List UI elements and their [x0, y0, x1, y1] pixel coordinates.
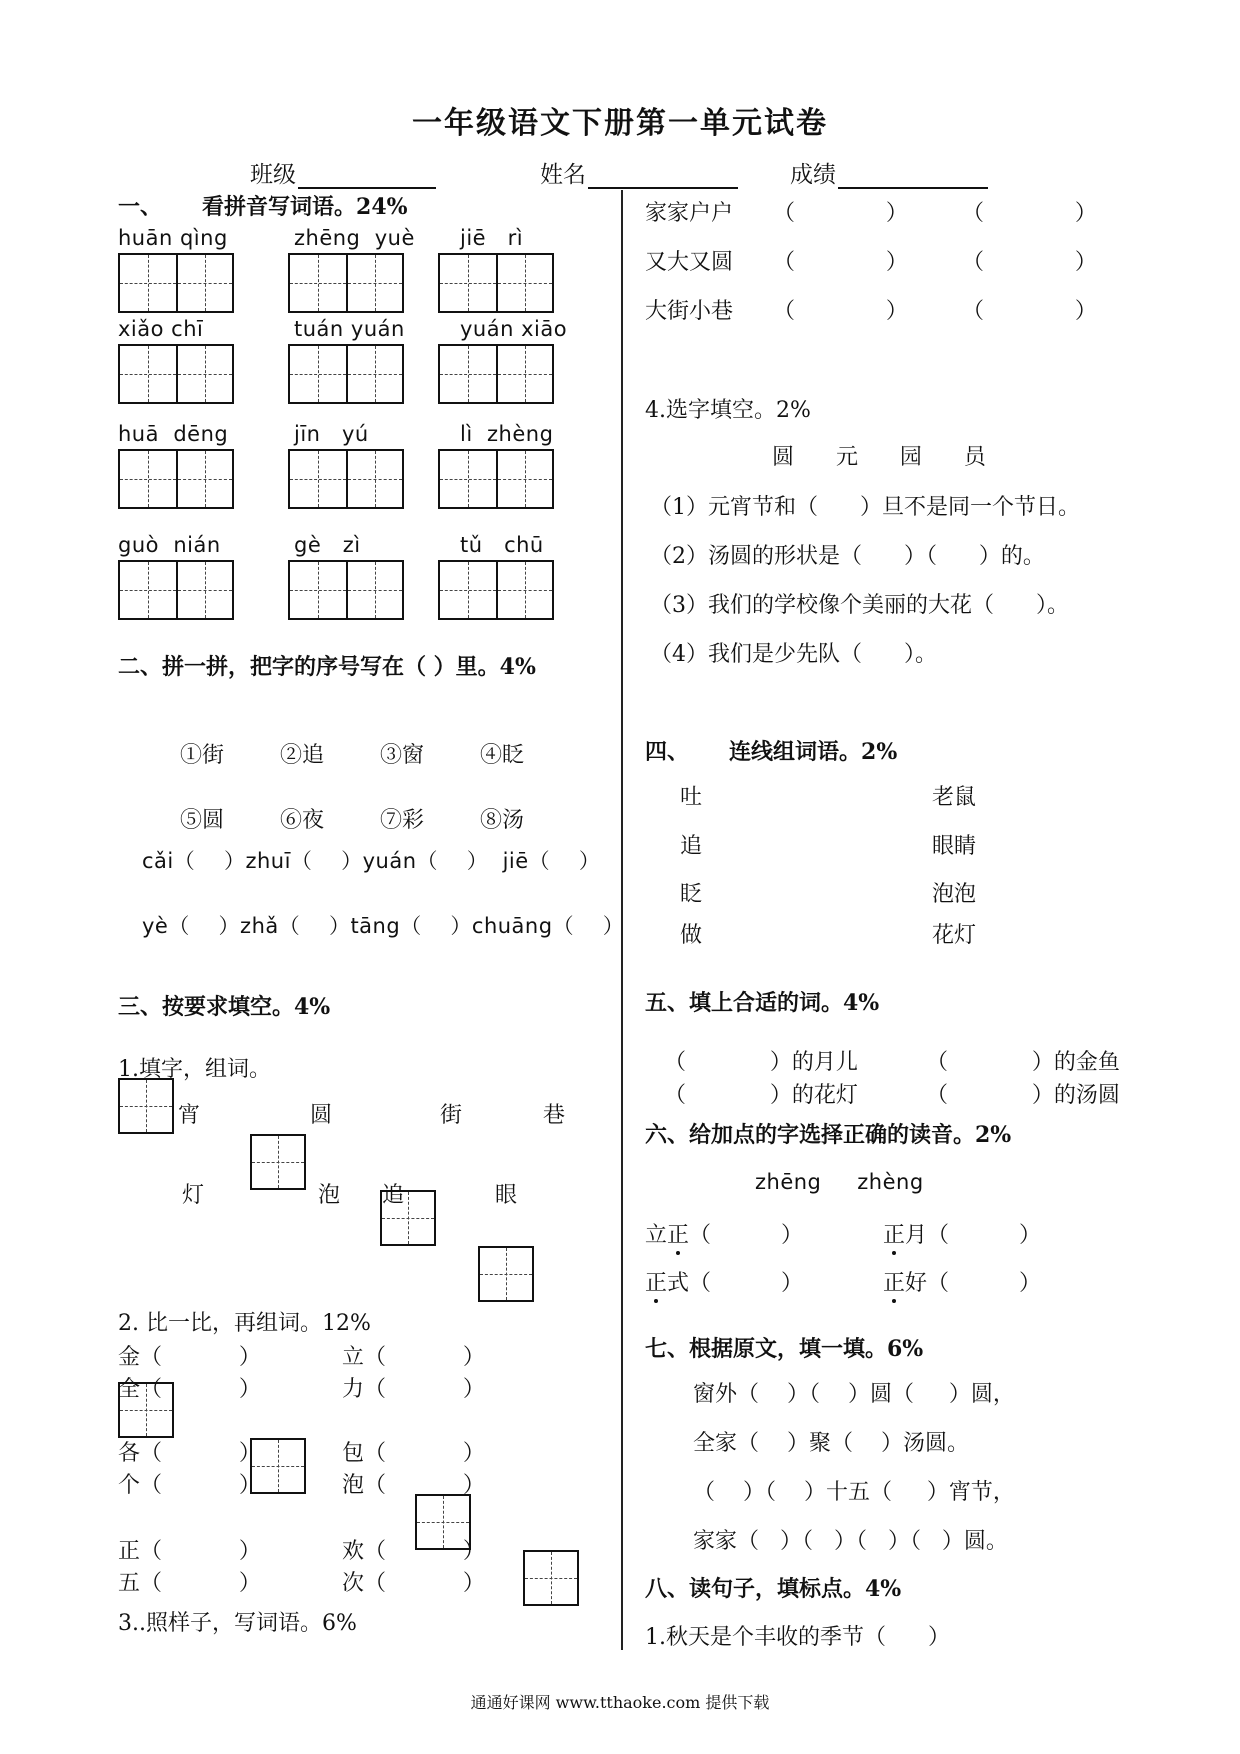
fill-item[interactable]: （2）汤圆的形状是（ ）（ ）的。 — [650, 544, 1045, 569]
pinyin-label: zhēng yuè — [294, 226, 415, 250]
char-options-row-2 — [166, 778, 580, 834]
section-1-title: 看拼音写词语。24% — [202, 194, 408, 220]
pinyin-fill-row-2[interactable]: yè（ ）zhǎ（ ）tāng（ ）chuāng（ ） — [142, 914, 625, 938]
example-word: 大街小巷 — [645, 299, 734, 324]
compare-fill[interactable]: 力（ ） — [342, 1377, 485, 1402]
pinyin-label: guò nián — [118, 533, 221, 557]
char-writing-grid[interactable] — [438, 560, 554, 620]
grid-cell[interactable] — [120, 346, 176, 402]
grid-cell[interactable] — [120, 255, 176, 311]
answer-blank[interactable]: 好（ ） — [905, 1271, 1041, 1296]
pinyin-options: zhēng zhèng — [755, 1170, 924, 1194]
grid-cell[interactable] — [440, 562, 496, 618]
pinyin-label: xiǎo chī — [118, 317, 204, 341]
given-char: 眼 — [495, 1183, 518, 1208]
section-4-title: 连线组词语。2% — [729, 739, 898, 765]
adj-fill[interactable]: （ ）的汤圆 — [926, 1083, 1120, 1108]
char-writing-grid[interactable] — [288, 253, 404, 313]
adj-fill[interactable]: （ ）的花灯 — [664, 1083, 858, 1108]
answer-blank[interactable]: （ ） — [773, 299, 908, 324]
reading-item[interactable] — [883, 1266, 1041, 1297]
fill-item[interactable]: （1）元宵节和（ ）旦不是同一个节日。 — [650, 495, 1080, 520]
section-8-heading: 八、读句子，填标点。4% — [645, 1576, 902, 1602]
name-field[interactable] — [540, 156, 738, 189]
given-char: 追 — [382, 1183, 405, 1208]
footer-credit: 通通好课网 www.tthaoke.com 提供下载 — [470, 1693, 770, 1712]
poem-fill-line[interactable]: 全家（ ）聚（ ）汤圆。 — [693, 1431, 969, 1456]
compare-fill[interactable]: 次（ ） — [342, 1571, 485, 1596]
section-6-heading: 六、给加点的字选择正确的读音。2% — [645, 1122, 1012, 1148]
given-char: 灯 — [182, 1183, 205, 1208]
char-write-box[interactable] — [478, 1246, 534, 1302]
grid-cell[interactable] — [346, 255, 402, 311]
punctuation-item[interactable]: 1.秋天是个丰收的季节（ ） — [645, 1625, 950, 1650]
score-blank[interactable] — [838, 163, 988, 189]
char-writing-grid[interactable] — [288, 560, 404, 620]
class-field[interactable] — [250, 156, 436, 189]
dotted-char: 正 — [883, 1271, 906, 1296]
char-writing-grid[interactable] — [118, 253, 234, 313]
char-option: ⑧汤 — [480, 808, 525, 833]
given-char: 巷 — [543, 1103, 566, 1128]
adj-fill[interactable]: （ ）的金鱼 — [926, 1050, 1120, 1075]
fill-item[interactable]: （4）我们是少先队（ ）。 — [650, 642, 937, 667]
grid-cell[interactable] — [176, 346, 232, 402]
match-right-item[interactable]: 老鼠 — [932, 785, 977, 810]
char-writing-grid[interactable] — [288, 344, 404, 404]
answer-blank[interactable]: 式（ ） — [667, 1271, 803, 1296]
section-2-heading: 二、拼一拼，把字的序号写在（ ）里。4% — [118, 654, 536, 680]
score-label: 成绩 — [790, 162, 836, 188]
given-char: 圆 — [310, 1103, 333, 1128]
grid-cell[interactable] — [440, 451, 496, 507]
char-option: ⑥夜 — [280, 808, 325, 833]
pinyin-label: lì zhèng — [460, 422, 554, 446]
pinyin-label: huā dēng — [118, 422, 229, 446]
reading-item[interactable] — [645, 1218, 803, 1249]
given-char: 泡 — [318, 1183, 341, 1208]
pinyin-label: gè zì — [294, 533, 361, 557]
match-right-item[interactable]: 眼睛 — [932, 834, 977, 859]
grid-cell[interactable] — [290, 255, 346, 311]
compare-fill[interactable]: 各（ ） — [118, 1441, 261, 1466]
char-option: ④眨 — [480, 743, 525, 768]
answer-blank[interactable]: （ ） — [773, 250, 908, 275]
grid-cell[interactable] — [176, 255, 232, 311]
dotted-char: 正 — [645, 1271, 668, 1296]
match-right-item[interactable]: 泡泡 — [932, 882, 977, 907]
char-write-box[interactable] — [118, 1078, 174, 1134]
compare-fill[interactable]: 个（ ） — [118, 1473, 261, 1498]
section-4-heading — [645, 735, 897, 766]
grid-cell[interactable] — [496, 562, 552, 618]
grid-cell[interactable] — [346, 451, 402, 507]
char-writing-grid[interactable] — [438, 344, 554, 404]
char-option: ②追 — [280, 743, 325, 768]
grid-cell[interactable] — [120, 451, 176, 507]
name-label: 姓名 — [540, 162, 586, 188]
match-left-item[interactable]: 追 — [680, 834, 703, 859]
compare-fill[interactable]: 泡（ ） — [342, 1473, 485, 1498]
answer-blank[interactable]: （ ） — [962, 299, 1097, 324]
compare-fill[interactable]: 五（ ） — [118, 1571, 261, 1596]
class-label: 班级 — [250, 162, 296, 188]
class-blank[interactable] — [298, 163, 436, 189]
grid-cell[interactable] — [346, 562, 402, 618]
grid-cell[interactable] — [440, 255, 496, 311]
section-1-heading — [118, 190, 408, 221]
grid-cell[interactable] — [346, 346, 402, 402]
pinyin-label: jiē rì — [460, 226, 524, 250]
pinyin-fill-row-1[interactable]: cǎi（ ）zhuī（ ）yuán（ ） jiē（ ） — [142, 849, 601, 873]
match-right-item[interactable]: 花灯 — [932, 923, 977, 948]
grid-cell[interactable] — [496, 346, 552, 402]
answer-blank[interactable]: （ ） — [689, 1223, 803, 1248]
section-4-number: 四、 — [645, 739, 690, 765]
dotted-char: 正 — [883, 1223, 906, 1248]
char-option: ①街 — [180, 743, 225, 768]
grid-cell[interactable] — [290, 451, 346, 507]
pinyin-label: tuán yuán — [294, 317, 405, 341]
match-left-item[interactable]: 吐 — [680, 785, 703, 810]
reading-item[interactable] — [645, 1266, 803, 1297]
pinyin-label: huān qìng — [118, 226, 228, 250]
compare-fill[interactable]: 全（ ） — [118, 1377, 261, 1402]
score-field[interactable] — [790, 156, 988, 189]
char-writing-grid[interactable] — [118, 560, 234, 620]
answer-blank[interactable]: （ ） — [773, 201, 908, 226]
grid-cell[interactable] — [496, 255, 552, 311]
choice-chars: 圆 元 园 员 — [772, 445, 986, 470]
example-word: 又大又圆 — [645, 250, 734, 275]
match-left-item[interactable]: 眨 — [680, 882, 703, 907]
section-1-number: 一、 — [118, 194, 163, 220]
sub-question-2: 2. 比一比，再组词。12% — [118, 1311, 371, 1336]
match-left-item[interactable]: 做 — [680, 923, 703, 948]
adj-fill[interactable]: （ ）的月儿 — [664, 1050, 858, 1075]
char-option: ⑤圆 — [180, 808, 225, 833]
char-option: ③窗 — [380, 743, 425, 768]
char-option: ⑦彩 — [380, 808, 425, 833]
char-options-row-1 — [166, 713, 580, 769]
section-5-heading: 五、填上合适的词。4% — [645, 990, 880, 1016]
grid-cell[interactable] — [120, 562, 176, 618]
name-blank[interactable] — [588, 163, 738, 189]
example-word: 家家户户 — [645, 201, 734, 226]
answer-blank[interactable]: （ ） — [962, 201, 1097, 226]
reading-item[interactable] — [883, 1218, 1041, 1249]
grid-cell[interactable] — [176, 451, 232, 507]
fill-item[interactable]: （3）我们的学校像个美丽的大花（ ）。 — [650, 593, 1069, 618]
grid-cell[interactable] — [440, 346, 496, 402]
section-3-heading: 三、按要求填空。4% — [118, 994, 331, 1020]
char-writing-grid[interactable] — [288, 449, 404, 509]
sub-question-3: 3..照样子，写词语。6% — [118, 1611, 357, 1636]
compare-fill[interactable]: 立（ ） — [342, 1345, 485, 1370]
answer-blank[interactable]: 月（ ） — [905, 1223, 1041, 1248]
poem-fill-line[interactable]: （ ）（ ）十五（ ）宵节， — [693, 1480, 1015, 1505]
char-writing-grid[interactable] — [118, 449, 234, 509]
page-title: 一年级语文下册第一单元试卷 — [412, 106, 828, 141]
grid-cell[interactable] — [176, 562, 232, 618]
given-char: 宵 — [178, 1103, 201, 1128]
given-char: 街 — [440, 1103, 463, 1128]
grid-cell[interactable] — [496, 451, 552, 507]
char-writing-grid[interactable] — [438, 449, 554, 509]
adj-fill-row[interactable] — [650, 1053, 1120, 1109]
char-writing-grid[interactable] — [438, 253, 554, 313]
pinyin-label: yuán xiāo — [460, 317, 568, 341]
poem-fill-line[interactable]: 家家（ ）（ ）（ ）（ ）圆。 — [693, 1529, 1008, 1554]
compare-fill[interactable]: 正（ ） — [118, 1539, 261, 1564]
compare-fill[interactable]: 欢（ ） — [342, 1539, 485, 1564]
pinyin-label: tǔ chū — [460, 533, 544, 557]
dotted-char: 正 — [667, 1223, 690, 1248]
pinyin-label: jīn yú — [294, 422, 369, 446]
poem-fill-line[interactable]: 窗外（ ）（ ）圆（ ）圆， — [693, 1382, 1015, 1407]
compare-fill[interactable]: 包（ ） — [342, 1441, 485, 1466]
char-writing-grid[interactable] — [118, 344, 234, 404]
section-7-heading: 七、根据原文，填一填。6% — [645, 1336, 924, 1362]
sub-question-1: 1.填字，组词。 — [118, 1057, 271, 1082]
answer-blank[interactable]: （ ） — [962, 250, 1097, 275]
compare-fill[interactable]: 金（ ） — [118, 1345, 261, 1370]
grid-cell[interactable] — [290, 562, 346, 618]
grid-cell[interactable] — [290, 346, 346, 402]
item-char: 立 — [645, 1223, 668, 1248]
char-write-box[interactable] — [523, 1550, 579, 1606]
sub-question-4: 4.选字填空。2% — [645, 398, 811, 423]
char-write-box[interactable] — [250, 1134, 306, 1190]
